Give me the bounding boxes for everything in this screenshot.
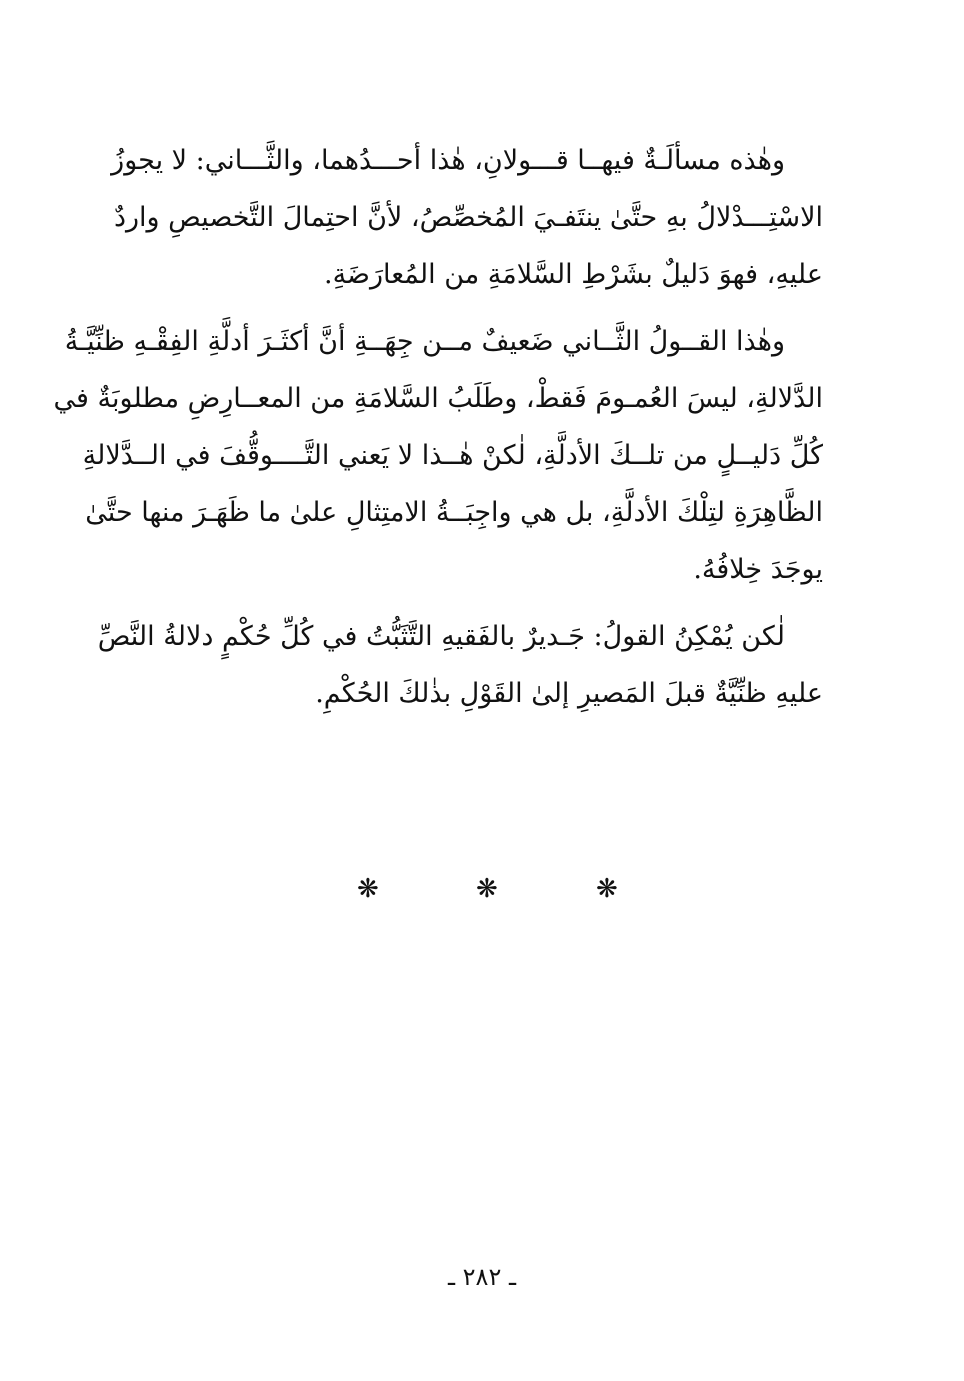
text-line: وهٰذه مسألَـةٌ فيهــا قـــولانِ، هٰذا أحـــدُهما، والثَّـــاني: لا يجوزُ	[111, 145, 785, 176]
paragraph-3	[97, 608, 823, 722]
page-number: ـ ٢٨٢ ـ	[447, 1263, 516, 1291]
paragraph-1	[111, 132, 823, 303]
text-line: الدَّلالةِ، ليسَ العُمـومَ فَقطْ، وطَلَبُ السَّلامَةِ من المعــارِضِ مطلوبَةٌ في	[53, 383, 823, 414]
section-separator	[0, 874, 964, 914]
text-line: كُلِّ دَليــلٍ من تلــكَ الأدلَّةِ، لٰكنْ هٰــذا لا يَعني التَّــــوقُّفَ في الــدَّلالةِ	[82, 440, 823, 471]
text-line: عليهِ ظنِّيَّةٌ قبلَ المَصيرِ إلىٰ القَوْلِ بذٰلكَ الحُكْمِ.	[315, 678, 823, 709]
asterism-icon: ❋	[596, 874, 618, 904]
text-line: الاسْتِـــدْلالُ بهِ حتَّىٰ ينتَفـيَ المُخصِّصُ، لأنَّ احتِمالَ التَّخصيصِ واردٌ	[113, 202, 823, 233]
text-line: لٰكن يُمْكِنُ القولُ: جَـديرٌ بالفَقيهِ التَّثَبُّتُ في كُلِّ حُكْمٍ دلالةُ النَّصِّ	[97, 621, 785, 652]
paragraph-2	[53, 313, 823, 598]
text-line: الظَّاهِرَةِ لتِلْكَ الأدلَّةِ، بل هي واجِبَــةُ الامتِثالِ علىٰ ما ظَهَـرَ منها حتَّىٰ	[85, 497, 823, 528]
asterism-icon: ❋	[476, 874, 498, 904]
text-line: عليهِ، فهوَ دَليلٌ بشَرْطِ السَّلامَةِ من المُعارَضَةِ.	[324, 259, 823, 290]
text-line: يوجَدَ خِلافُهُ.	[693, 554, 823, 585]
text-line: وهٰذا القــولُ الثَّــاني ضَعيفٌ مــن جِهَــةِ أنَّ أكثَـرَ أدلَّةِ الفِقْـهِ ظنِّيَّـةُ	[64, 326, 785, 357]
asterism-icon: ❋	[357, 874, 379, 904]
